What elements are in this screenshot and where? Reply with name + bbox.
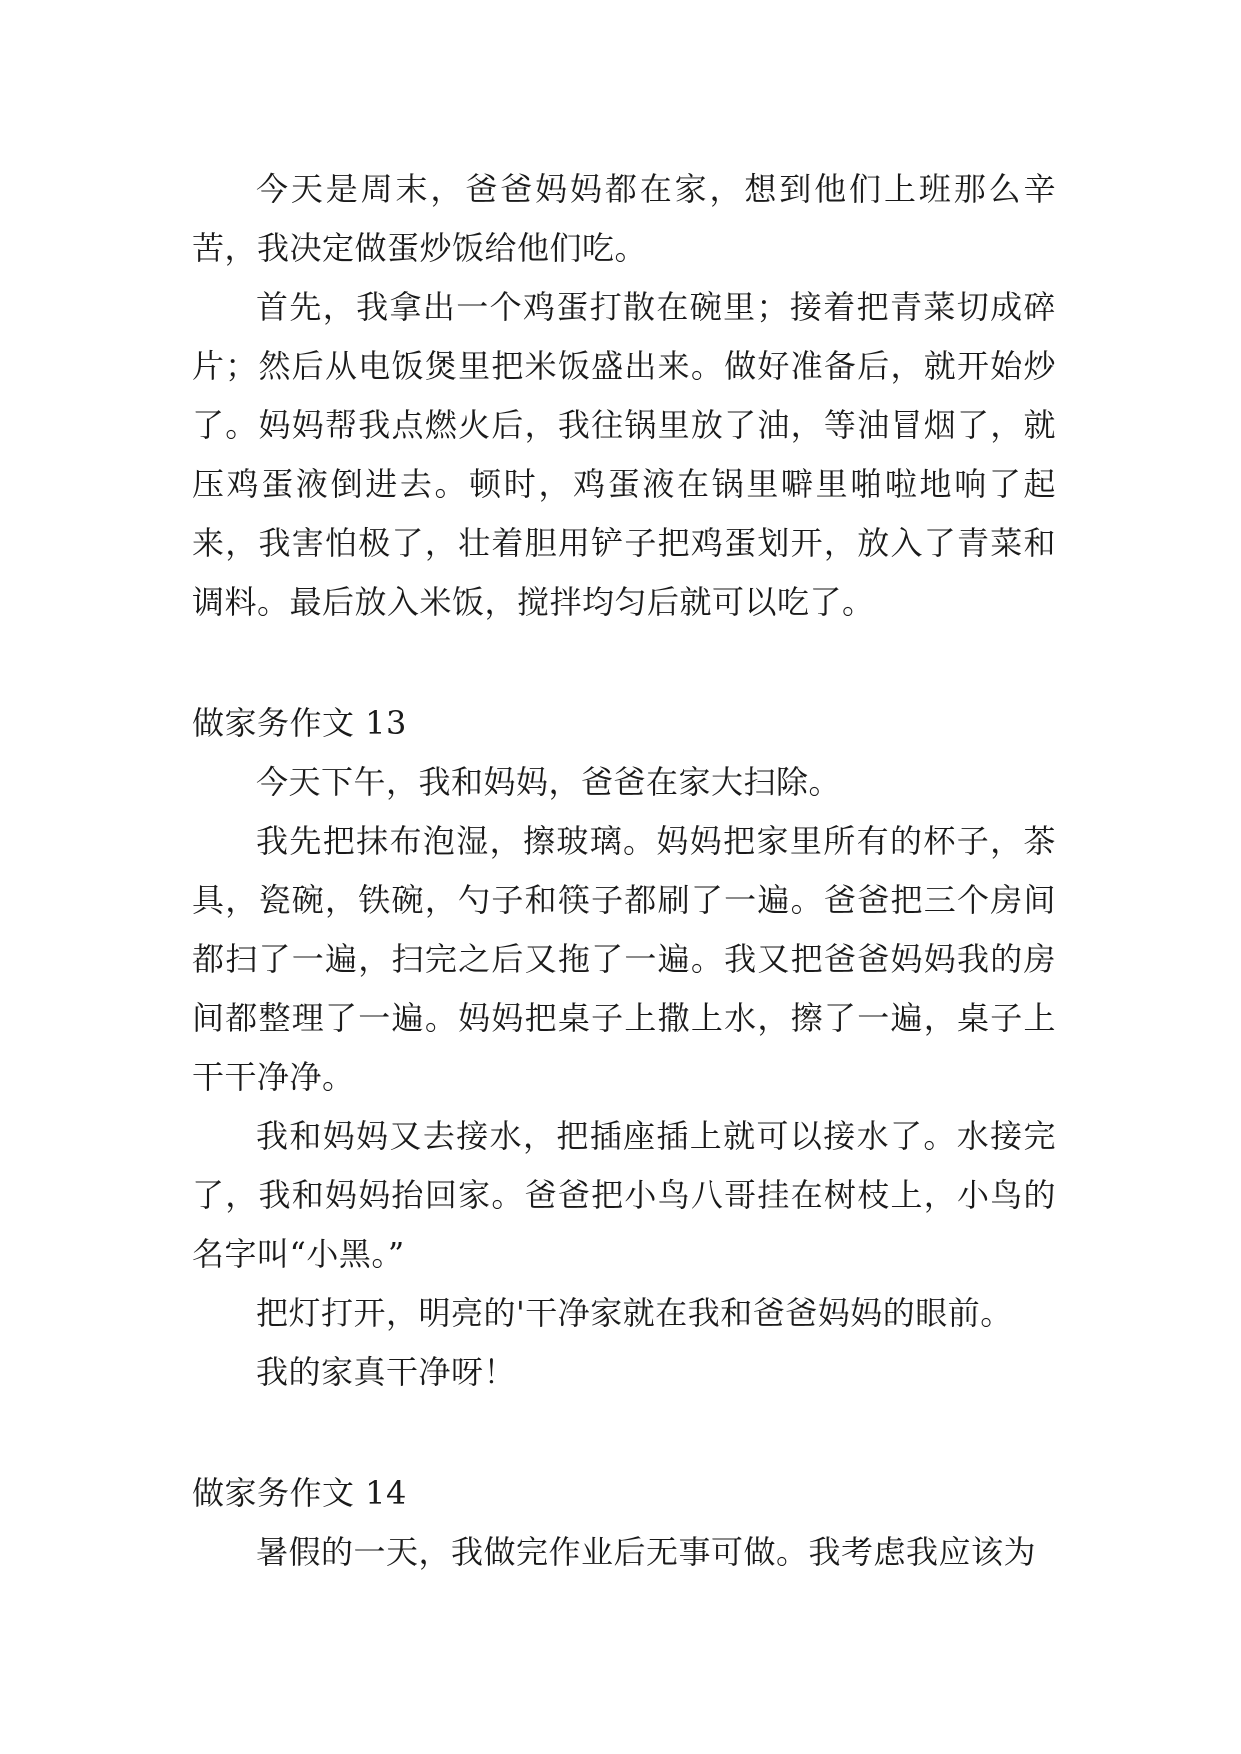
paragraph: 我和妈妈又去接水，把插座插上就可以接水了。水接完了，我和妈妈抬回家。爸爸把小鸟八哥挂在树枝上，小鸟的名字叫“小黑。” xyxy=(192,1117,1056,1273)
paragraph: 把灯打开，明亮的'干净家就在我和爸爸妈妈的眼前。 xyxy=(256,1294,1013,1332)
paragraph: 我的家真干净呀！ xyxy=(256,1353,517,1391)
paragraph: 我先把抹布泡湿，擦玻璃。妈妈把家里所有的杯子，茶具，瓷碗，铁碗，勺子和筷子都刷了一遍。爸爸把三个房间都扫了一遍，扫完之后又拖了一遍。我又把爸爸妈妈我的房间都整理了一遍。妈妈把桌子上撒上水，擦了一遍，桌子上干干净净。 xyxy=(192,822,1056,1096)
paragraph: 首先，我拿出一个鸡蛋打散在碗里；接着把青菜切成碎片；然后从电饭煲里把米饭盛出来。做好准备后，就开始炒了。妈妈帮我点燃火后，我往锅里放了油，等油冒烟了，就压鸡蛋液倒进去。顿时，鸡蛋液在锅里噼里啪啦地响了起来，我害怕极了，壮着胆用铲子把鸡蛋划开，放入了青菜和调料。最后放入米饭，搅拌均匀后就可以吃了。 xyxy=(192,288,1056,621)
section-essay-14 xyxy=(192,1464,1056,1582)
section-continuation xyxy=(192,160,1056,632)
essay-heading: 做家务作文 14 xyxy=(192,1474,407,1512)
section-gap xyxy=(192,632,1056,694)
section-essay-13 xyxy=(192,694,1056,1402)
essay-heading: 做家务作文 13 xyxy=(192,704,407,742)
paragraph: 今天是周末，爸爸妈妈都在家，想到他们上班那么辛苦，我决定做蛋炒饭给他们吃。 xyxy=(192,170,1056,267)
paragraph: 今天下午，我和妈妈，爸爸在家大扫除。 xyxy=(256,763,842,801)
section-gap xyxy=(192,1402,1056,1464)
paragraph: 暑假的一天，我做完作业后无事可做。我考虑我应该为 xyxy=(256,1533,1037,1571)
document-body xyxy=(192,160,1056,1582)
